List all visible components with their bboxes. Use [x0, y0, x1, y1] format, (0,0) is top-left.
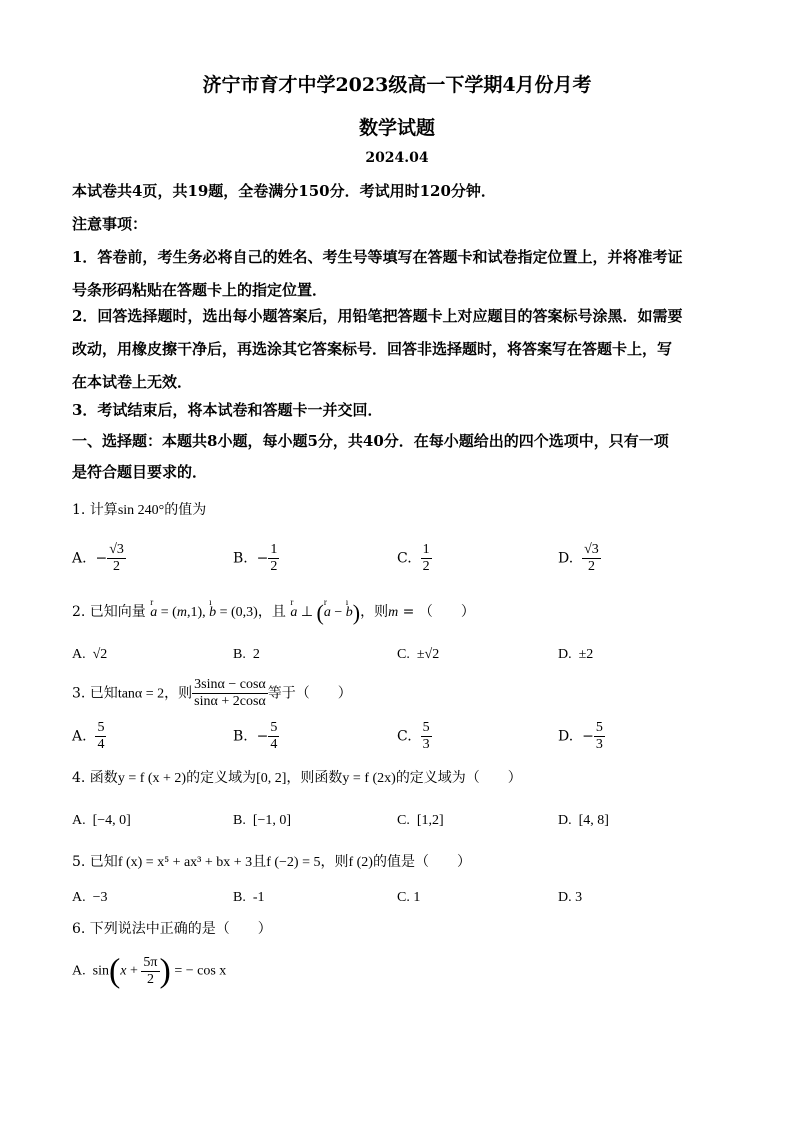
q3-option-c: C. $\frac{5}{3}$: [397, 720, 430, 752]
q1-option-b: B. − $\frac{1}{2}$: [233, 542, 278, 574]
notice-2b: 改动，用橡皮擦干净后，再选涂其它答案标号．回答非选择题时，将答案写在答题卡上，写: [72, 340, 673, 358]
exam-subject: 数学试题: [358, 117, 435, 139]
section-heading-a: 一、选择题：本题共8小题，每小题5分，共40分．在每小题给出的四个选项中，只有一项: [72, 432, 669, 450]
q2-option-d: D. ±2: [558, 647, 594, 662]
notice-1a: 1．答卷前，考生务必将自己的姓名、考生号等填写在答题卡和试卷指定位置上，并将准考证: [72, 248, 683, 266]
q1-option-d: D. $\frac{√3}{2}$: [558, 542, 599, 574]
notice-heading: 注意事项：: [72, 215, 148, 233]
question-3-fraction: $\frac{3\sin\alpha - \cos\alpha}{\sin\alpha + 2\cos\alpha}$: [194, 677, 266, 709]
q3-option-b: B. − $\frac{5}{4}$: [233, 720, 278, 752]
q1-option-a: A. − $\frac{√3}{2}$: [72, 542, 124, 574]
q3-option-a: A. $\frac{5}{4}$: [72, 720, 105, 752]
question-6: 6. 下列说法中正确的是（ ）: [72, 921, 272, 937]
q2-option-c: C. ±√2: [397, 647, 440, 662]
q6-option-a: A. sin(x + $\frac{5\pi}{2}$ ) = − cos x: [72, 952, 227, 990]
q5-option-d: D. 3: [558, 890, 583, 905]
q5-option-b: B. -1: [233, 890, 265, 905]
question-1: [72, 499, 206, 522]
notice-1b: 号条形码粘贴在答题卡上的指定位置．: [72, 281, 328, 299]
notice-3: 3．考试结束后，将本试卷和答题卡一并交回．: [72, 401, 383, 419]
question-1-expr: sin 240°: [117, 503, 165, 518]
question-1-stem: 1. 计算: [72, 502, 118, 518]
exam-date: 2024.04: [365, 150, 429, 166]
question-4: 4. 函数y = f (x + 2)的定义域为[0, 2]，则函数y = f (2x)的定义域为（ ）: [72, 770, 522, 786]
question-5: 5. 已知f (x) = x⁵ + ax³ + bx + 3且f (−2) = 5，则f (2)的值是（ ）: [72, 854, 471, 870]
q4-option-b: B. [−1, 0]: [233, 813, 292, 828]
notice-2a: 2．回答选择题时，选出每小题答案后，用铅笔把答题卡上对应题目的答案标号涂黑．如需要: [72, 307, 683, 325]
exam-title: 济宁市育才中学2023级高一下学期4月份月考: [202, 74, 592, 96]
question-2-vectors: r a = (m,1), ı b = (0,3): [150, 605, 258, 620]
intro-line: 本试卷共4页，共19题，全卷满分150分．考试用时120分钟．: [72, 182, 496, 200]
question-1-tail: 的值为: [164, 502, 207, 518]
question-2-condition: r a ⊥ (r a − ı b): [290, 605, 360, 620]
q4-option-c: C. [1,2]: [397, 813, 444, 828]
q2-option-b: B. 2: [233, 647, 260, 662]
question-2: 2. 已知向量 r a = (m,1), ı b = (0,3)，且 r a ⊥ (r a − ı b)，则m = （ ）: [72, 601, 475, 624]
q3-option-d: D. − $\frac{5}{3}$: [558, 720, 603, 752]
notice-2c: 在本试卷上无效．: [72, 373, 193, 391]
q1-option-c: C. $\frac{1}{2}$: [397, 542, 430, 574]
q5-option-a: A. −3: [72, 890, 108, 905]
section-heading-b: 是符合题目要求的．: [72, 463, 208, 481]
q4-option-a: A. [−4, 0]: [72, 813, 131, 828]
q2-option-a: A. √2: [72, 647, 108, 662]
question-3: 3. 已知tanα = 2，则 $\frac{3\sin\alpha - \cos\alpha}{\sin\alpha + 2\cos\alpha}$ 等于（ ）: [72, 677, 352, 709]
q4-option-d: D. [4, 8]: [558, 813, 609, 828]
q5-option-c: C. 1: [397, 890, 421, 905]
